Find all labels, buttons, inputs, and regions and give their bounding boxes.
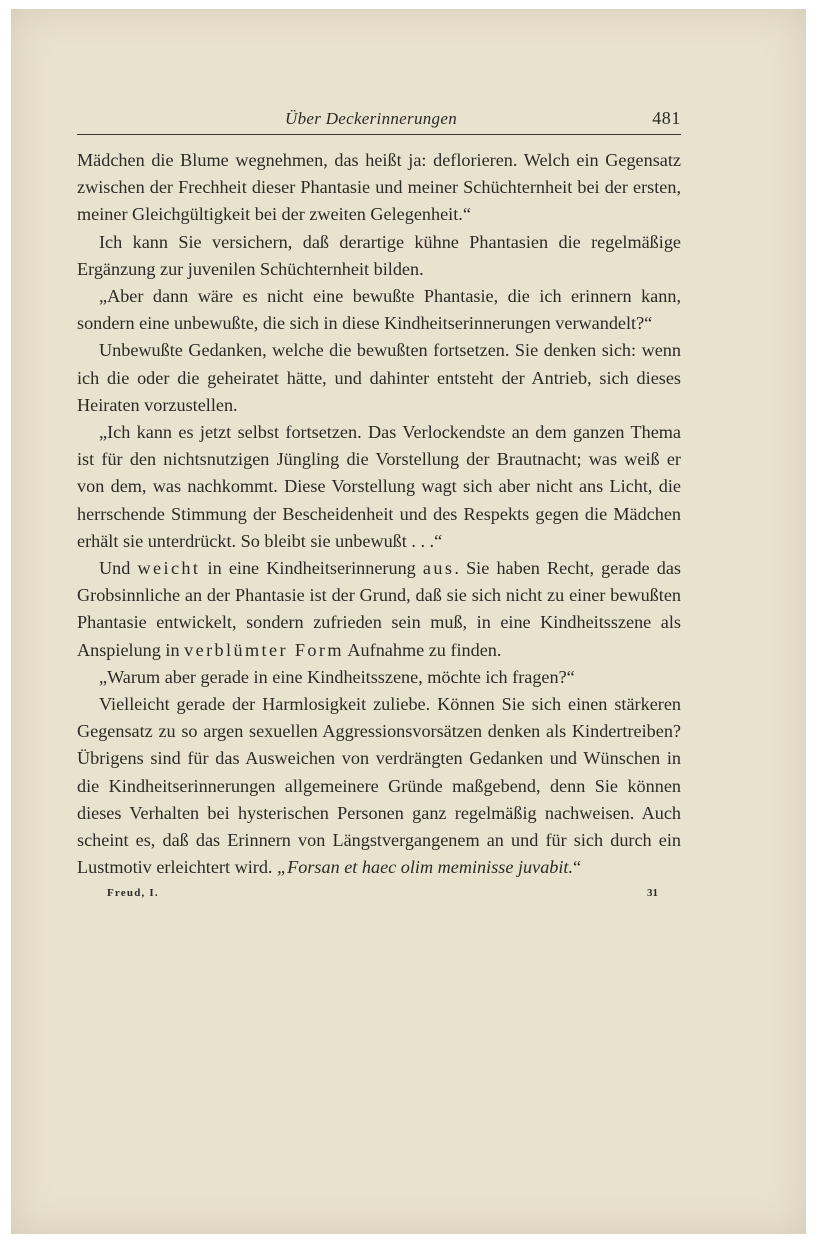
emphasis-verbluemter-form: verblümter Form xyxy=(184,639,344,660)
paragraph-1: Mädchen die Blume wegnehmen, das heißt ja: deflorieren. Welch ein Gegensatz zwischen der Frechheit dieser Phantasie und meiner Schüchternheit bei der ersten, meiner Gleichgültigkeit bei der zweiten Gelegenheit.“ xyxy=(77,150,681,225)
paragraph-8-text: Vielleicht gerade der Harmlosigkeit zuliebe. Können Sie sich einen stärkeren Gegensatz zu so argen sexuellen Aggressionsvorsätzen denken als Kindertreiben? Übrigens sind für das Ausweichen von verdrängten Gedanken und Wünschen in die Kindheitserinnerungen allgemeinere Gründe maßgebend, denn Sie können dieses Verhalten bei hysterischen Personen ganz regelmäßig nachweisen. Auch scheint es, daß das Erinnern von Längstvergangenem an und für sich durch ein Lustmotiv erleichtert wird. xyxy=(77,694,681,878)
paragraph-6-text-a: Und xyxy=(99,558,138,579)
running-header xyxy=(77,108,681,135)
paragraph-6-text-e: . Sie haben Recht, gerade das Grobsinnliche an der Phantasie ist der Grund, daß sie sich nicht zu einer bewußten Phantasie entwickelt, sondern zufrieden sein muß, in eine Kindheitsszene als Anspielung in xyxy=(77,558,682,660)
paragraph-7: „Warum aber gerade in eine Kindheitsszene, möchte ich fragen?“ xyxy=(99,666,575,687)
paragraph-6-text-g: Aufnahme zu finden. xyxy=(343,639,502,660)
emphasis-weicht: weicht xyxy=(137,558,201,579)
paragraph-2: Ich kann Sie versichern, daß derartige kühne Phantasien die regelmäßige Ergänzung zur juvenilen Schüchternheit bilden. xyxy=(77,231,681,279)
paragraph-6 xyxy=(77,555,681,664)
body-text xyxy=(77,147,681,881)
page-number: 481 xyxy=(652,108,681,128)
emphasis-aus: aus xyxy=(422,558,455,579)
signature-number: 31 xyxy=(647,887,658,900)
book-page xyxy=(77,108,681,907)
latin-quotation: „Forsan et haec olim meminisse juvabit. xyxy=(277,857,574,878)
paragraph-3: „Aber dann wäre es nicht eine bewußte Phantasie, die ich erinnern kann, sondern eine unbewußte, die sich in diese Kindheitserinnerungen verwandelt?“ xyxy=(77,286,681,334)
running-title: Über Deckerinnerungen xyxy=(285,109,457,128)
signature-line xyxy=(77,887,681,907)
printer-signature: Freud, I. xyxy=(107,887,159,900)
paragraph-8 xyxy=(77,691,681,881)
paragraph-5: „Ich kann es jetzt selbst fortsetzen. Das Verlockendste an dem ganzen Thema ist für den nichtsnutzigen Jüngling die Vorstellung der Brautnacht; was weiß er von dem, was nachkommt. Diese Vorstellung wagt sich aber nicht ans Licht, die herrschende Stimmung der Bescheidenheit und des Respekts gegen die Mädchen erhält sie unterdrückt. So bleibt sie unbewußt . . .“ xyxy=(77,422,681,551)
paragraph-4: Unbewußte Gedanken, welche die bewußten fortsetzen. Sie denken sich: wenn ich die oder die geheiratet hätte, und dahinter entsteht der Antrieb, sich dieses Heiraten vorzustellen. xyxy=(77,340,681,415)
closing-quote: “ xyxy=(573,857,582,878)
paragraph-6-text-c: in eine Kindheitserinnerung xyxy=(200,558,423,579)
